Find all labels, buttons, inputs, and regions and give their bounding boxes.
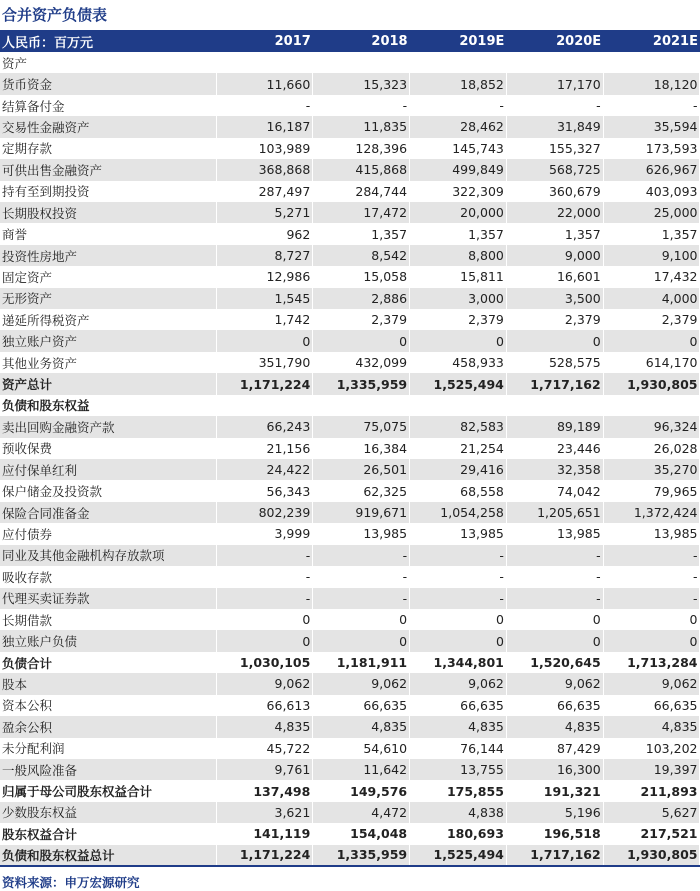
unit-header: 人民币：百万元 — [2, 35, 94, 51]
cell-value: 0 — [506, 630, 603, 651]
row-label: 负债和股东权益 — [0, 395, 216, 416]
cell-value: - — [410, 566, 507, 587]
cell-value: - — [603, 588, 700, 609]
cell-value: - — [506, 95, 603, 116]
table-row — [0, 459, 700, 480]
cell-value: 66,243 — [216, 416, 313, 437]
table-row — [0, 609, 700, 630]
cell-value — [506, 52, 603, 73]
cell-value: 96,324 — [603, 416, 700, 437]
cell-value: 360,679 — [506, 181, 603, 202]
cell-value: 9,062 — [410, 673, 507, 694]
cell-value: 4,835 — [313, 716, 410, 737]
table-row — [0, 95, 700, 116]
cell-value: 191,321 — [506, 780, 603, 801]
cell-value: 17,472 — [313, 202, 410, 223]
cell-value: 0 — [410, 330, 507, 351]
cell-value: - — [410, 95, 507, 116]
row-label: 长期借款 — [0, 609, 216, 630]
cell-value: 4,838 — [410, 802, 507, 823]
header-row — [0, 30, 700, 52]
cell-value: 3,621 — [216, 802, 313, 823]
cell-value: 5,271 — [216, 202, 313, 223]
cell-value: 4,835 — [216, 716, 313, 737]
row-label: 独立账户资产 — [0, 330, 216, 351]
cell-value: - — [313, 588, 410, 609]
table-row — [0, 823, 700, 844]
cell-value: 1,054,258 — [410, 502, 507, 523]
cell-value: 13,755 — [410, 759, 507, 780]
cell-value: 17,432 — [603, 266, 700, 287]
table-row — [0, 523, 700, 544]
cell-value: 415,868 — [313, 159, 410, 180]
cell-value: 9,062 — [506, 673, 603, 694]
cell-value — [410, 395, 507, 416]
cell-value — [603, 52, 700, 73]
cell-value: 4,000 — [603, 288, 700, 309]
cell-value: 21,156 — [216, 438, 313, 459]
table-row — [0, 416, 700, 437]
cell-value: 458,933 — [410, 352, 507, 373]
table-row — [0, 245, 700, 266]
table-row — [0, 630, 700, 651]
cell-value: 1,171,224 — [216, 373, 313, 394]
cell-value: - — [216, 588, 313, 609]
cell-value: 0 — [603, 630, 700, 651]
cell-value: 1,357 — [603, 223, 700, 244]
cell-value: 0 — [603, 609, 700, 630]
row-label: 负债合计 — [0, 652, 216, 673]
cell-value: 19,397 — [603, 759, 700, 780]
table-row — [0, 202, 700, 223]
cell-value: 0 — [216, 330, 313, 351]
row-label: 资产总计 — [0, 373, 216, 394]
table-row — [0, 652, 700, 673]
cell-value: 13,985 — [603, 523, 700, 544]
cell-value: 351,790 — [216, 352, 313, 373]
cell-value: - — [216, 95, 313, 116]
row-label: 独立账户负债 — [0, 630, 216, 651]
cell-value: 2,379 — [603, 309, 700, 330]
year-header: 2020E — [556, 33, 602, 49]
cell-value: 8,542 — [313, 245, 410, 266]
row-label: 货币资金 — [0, 73, 216, 94]
cell-value: - — [410, 545, 507, 566]
cell-value: 62,325 — [313, 480, 410, 501]
row-label: 其他业务资产 — [0, 352, 216, 373]
source-note: 资料来源：申万宏源研究 — [2, 875, 140, 891]
cell-value: 28,462 — [410, 116, 507, 137]
cell-value: 1,713,284 — [603, 652, 700, 673]
cell-value: 1,520,645 — [506, 652, 603, 673]
cell-value: 16,300 — [506, 759, 603, 780]
cell-value: 32,358 — [506, 459, 603, 480]
cell-value — [506, 395, 603, 416]
cell-value: 66,635 — [410, 695, 507, 716]
cell-value: 180,693 — [410, 823, 507, 844]
cell-value: 962 — [216, 223, 313, 244]
table-row — [0, 759, 700, 780]
cell-value: 196,518 — [506, 823, 603, 844]
cell-value: 3,000 — [410, 288, 507, 309]
cell-value: 1,545 — [216, 288, 313, 309]
cell-value: - — [603, 566, 700, 587]
cell-value: 1,357 — [506, 223, 603, 244]
cell-value: 4,472 — [313, 802, 410, 823]
row-label: 无形资产 — [0, 288, 216, 309]
row-label: 股本 — [0, 673, 216, 694]
cell-value: 149,576 — [313, 780, 410, 801]
cell-value: 1,357 — [410, 223, 507, 244]
table-row — [0, 545, 700, 566]
cell-value: 173,593 — [603, 138, 700, 159]
cell-value: 5,627 — [603, 802, 700, 823]
cell-value: 0 — [506, 609, 603, 630]
cell-value: 2,886 — [313, 288, 410, 309]
cell-value: 82,583 — [410, 416, 507, 437]
row-label: 代理买卖证券款 — [0, 588, 216, 609]
cell-value: 802,239 — [216, 502, 313, 523]
cell-value: 9,062 — [216, 673, 313, 694]
cell-value — [216, 52, 313, 73]
cell-value: - — [603, 545, 700, 566]
cell-value — [216, 395, 313, 416]
cell-value: 66,635 — [506, 695, 603, 716]
cell-value: 211,893 — [603, 780, 700, 801]
cell-value: - — [216, 545, 313, 566]
table-row — [0, 502, 700, 523]
table-row — [0, 395, 700, 416]
cell-value: 614,170 — [603, 352, 700, 373]
cell-value: 0 — [216, 630, 313, 651]
row-label: 可供出售金融资产 — [0, 159, 216, 180]
cell-value: 66,635 — [313, 695, 410, 716]
cell-value: 141,119 — [216, 823, 313, 844]
cell-value: 128,396 — [313, 138, 410, 159]
cell-value: - — [603, 95, 700, 116]
cell-value: 154,048 — [313, 823, 410, 844]
balance-sheet-table — [0, 30, 700, 867]
cell-value: 287,497 — [216, 181, 313, 202]
cell-value: 25,000 — [603, 202, 700, 223]
table-row — [0, 116, 700, 137]
cell-value: 15,811 — [410, 266, 507, 287]
cell-value: 13,985 — [313, 523, 410, 544]
year-header: 2018 — [371, 33, 408, 49]
cell-value: - — [313, 566, 410, 587]
cell-value: 35,594 — [603, 116, 700, 137]
table-row — [0, 738, 700, 759]
cell-value: 9,062 — [313, 673, 410, 694]
cell-value: 1,372,424 — [603, 502, 700, 523]
cell-value: 284,744 — [313, 181, 410, 202]
cell-value: 12,986 — [216, 266, 313, 287]
cell-value: 4,835 — [410, 716, 507, 737]
cell-value: 21,254 — [410, 438, 507, 459]
cell-value: 54,610 — [313, 738, 410, 759]
cell-value: 11,642 — [313, 759, 410, 780]
cell-value: 18,120 — [603, 73, 700, 94]
cell-value: 137,498 — [216, 780, 313, 801]
table-row — [0, 52, 700, 73]
cell-value: 1,525,494 — [410, 373, 507, 394]
cell-value: 0 — [216, 609, 313, 630]
row-label: 卖出回购金融资产款 — [0, 416, 216, 437]
row-label: 定期存款 — [0, 138, 216, 159]
row-label: 固定资产 — [0, 266, 216, 287]
cell-value: 919,671 — [313, 502, 410, 523]
row-label: 商誉 — [0, 223, 216, 244]
cell-value: 4,835 — [506, 716, 603, 737]
cell-value: 9,000 — [506, 245, 603, 266]
table-row — [0, 566, 700, 587]
table-row — [0, 695, 700, 716]
cell-value: 0 — [410, 630, 507, 651]
cell-value: 56,343 — [216, 480, 313, 501]
table-row — [0, 588, 700, 609]
cell-value: 1,344,801 — [410, 652, 507, 673]
cell-value: 17,170 — [506, 73, 603, 94]
cell-value: 0 — [313, 630, 410, 651]
cell-value: 26,028 — [603, 438, 700, 459]
cell-value: - — [506, 566, 603, 587]
cell-value: 432,099 — [313, 352, 410, 373]
year-header: 2021E — [652, 33, 698, 49]
row-label: 资产 — [0, 52, 216, 73]
cell-value: 1,742 — [216, 309, 313, 330]
cell-value: - — [506, 588, 603, 609]
cell-value: 11,835 — [313, 116, 410, 137]
table-row — [0, 480, 700, 501]
cell-value: 499,849 — [410, 159, 507, 180]
cell-value: 0 — [313, 609, 410, 630]
cell-value: 11,660 — [216, 73, 313, 94]
cell-value: 4,835 — [603, 716, 700, 737]
cell-value: 1,030,105 — [216, 652, 313, 673]
cell-value: 1,717,162 — [506, 845, 603, 866]
cell-value: 403,093 — [603, 181, 700, 202]
table-row — [0, 780, 700, 801]
cell-value: 8,800 — [410, 245, 507, 266]
cell-value: 29,416 — [410, 459, 507, 480]
cell-value: 1,181,911 — [313, 652, 410, 673]
cell-value: 23,446 — [506, 438, 603, 459]
cell-value: 145,743 — [410, 138, 507, 159]
cell-value: 1,717,162 — [506, 373, 603, 394]
cell-value: 155,327 — [506, 138, 603, 159]
cell-value: 626,967 — [603, 159, 700, 180]
row-label: 资本公积 — [0, 695, 216, 716]
cell-value: 18,852 — [410, 73, 507, 94]
row-label: 一般风险准备 — [0, 759, 216, 780]
row-label: 结算备付金 — [0, 95, 216, 116]
row-label: 递延所得税资产 — [0, 309, 216, 330]
cell-value: 66,635 — [603, 695, 700, 716]
cell-value: 1,335,959 — [313, 845, 410, 866]
cell-value: 45,722 — [216, 738, 313, 759]
table-row — [0, 373, 700, 394]
cell-value: 3,999 — [216, 523, 313, 544]
cell-value: 31,849 — [506, 116, 603, 137]
cell-value: 0 — [603, 330, 700, 351]
cell-value: 568,725 — [506, 159, 603, 180]
row-label: 少数股东权益 — [0, 802, 216, 823]
cell-value: 13,985 — [506, 523, 603, 544]
table-row — [0, 438, 700, 459]
table-row — [0, 802, 700, 823]
row-label: 应付债券 — [0, 523, 216, 544]
cell-value: 528,575 — [506, 352, 603, 373]
cell-value: 66,613 — [216, 695, 313, 716]
row-label: 交易性金融资产 — [0, 116, 216, 137]
row-label: 应付保单红利 — [0, 459, 216, 480]
cell-value: - — [313, 95, 410, 116]
cell-value: 26,501 — [313, 459, 410, 480]
table-row — [0, 330, 700, 351]
row-label: 预收保费 — [0, 438, 216, 459]
cell-value: 322,309 — [410, 181, 507, 202]
cell-value: - — [216, 566, 313, 587]
cell-value: 5,196 — [506, 802, 603, 823]
table-row — [0, 223, 700, 244]
cell-value: 9,761 — [216, 759, 313, 780]
row-label: 吸收存款 — [0, 566, 216, 587]
table-row — [0, 309, 700, 330]
row-label: 持有至到期投资 — [0, 181, 216, 202]
cell-value: 9,100 — [603, 245, 700, 266]
table-row — [0, 73, 700, 94]
cell-value: 76,144 — [410, 738, 507, 759]
cell-value: 75,075 — [313, 416, 410, 437]
table-row — [0, 266, 700, 287]
page-title: 合并资产负债表 — [2, 6, 108, 24]
cell-value: 1,930,805 — [603, 845, 700, 866]
row-label: 投资性房地产 — [0, 245, 216, 266]
cell-value: 79,965 — [603, 480, 700, 501]
cell-value: 0 — [410, 609, 507, 630]
cell-value: 1,525,494 — [410, 845, 507, 866]
row-label: 未分配利润 — [0, 738, 216, 759]
cell-value: 175,855 — [410, 780, 507, 801]
cell-value: 16,187 — [216, 116, 313, 137]
table-row — [0, 673, 700, 694]
cell-value: 13,985 — [410, 523, 507, 544]
row-label: 股东权益合计 — [0, 823, 216, 844]
cell-value: - — [506, 545, 603, 566]
cell-value — [313, 52, 410, 73]
cell-value: 1,335,959 — [313, 373, 410, 394]
table-row — [0, 138, 700, 159]
cell-value: 22,000 — [506, 202, 603, 223]
cell-value: 2,379 — [313, 309, 410, 330]
cell-value: 103,989 — [216, 138, 313, 159]
table-row — [0, 352, 700, 373]
cell-value: 16,601 — [506, 266, 603, 287]
row-label: 保户储金及投资款 — [0, 480, 216, 501]
cell-value: 2,379 — [410, 309, 507, 330]
cell-value: 1,205,651 — [506, 502, 603, 523]
cell-value: 1,171,224 — [216, 845, 313, 866]
cell-value: 68,558 — [410, 480, 507, 501]
row-label: 同业及其他金融机构存放款项 — [0, 545, 216, 566]
year-header: 2019E — [459, 33, 505, 49]
cell-value: 1,930,805 — [603, 373, 700, 394]
cell-value: 16,384 — [313, 438, 410, 459]
cell-value: 74,042 — [506, 480, 603, 501]
year-header: 2017 — [274, 33, 311, 49]
cell-value: 9,062 — [603, 673, 700, 694]
cell-value: 89,189 — [506, 416, 603, 437]
cell-value: - — [410, 588, 507, 609]
row-label: 负债和股东权益总计 — [0, 845, 216, 866]
cell-value: 217,521 — [603, 823, 700, 844]
row-label: 盈余公积 — [0, 716, 216, 737]
cell-value: 368,868 — [216, 159, 313, 180]
row-label: 归属于母公司股东权益合计 — [0, 780, 216, 801]
cell-value: 3,500 — [506, 288, 603, 309]
table-row — [0, 845, 700, 866]
cell-value: 0 — [506, 330, 603, 351]
cell-value: 2,379 — [506, 309, 603, 330]
row-label: 长期股权投资 — [0, 202, 216, 223]
cell-value: 15,323 — [313, 73, 410, 94]
table-row — [0, 288, 700, 309]
cell-value: 20,000 — [410, 202, 507, 223]
cell-value: 24,422 — [216, 459, 313, 480]
cell-value — [410, 52, 507, 73]
cell-value: - — [313, 545, 410, 566]
row-label: 保险合同准备金 — [0, 502, 216, 523]
cell-value: 35,270 — [603, 459, 700, 480]
cell-value: 87,429 — [506, 738, 603, 759]
table-row — [0, 159, 700, 180]
cell-value — [313, 395, 410, 416]
cell-value — [603, 395, 700, 416]
cell-value: 1,357 — [313, 223, 410, 244]
cell-value: 0 — [313, 330, 410, 351]
table-row — [0, 181, 700, 202]
table-row — [0, 716, 700, 737]
cell-value: 15,058 — [313, 266, 410, 287]
cell-value: 8,727 — [216, 245, 313, 266]
cell-value: 103,202 — [603, 738, 700, 759]
